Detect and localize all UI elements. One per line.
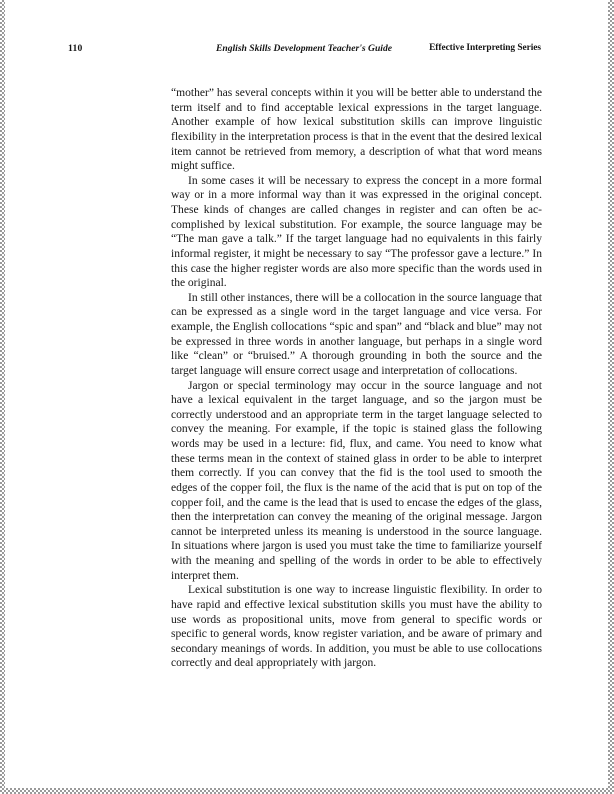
- body-paragraph: Lexical substitution is one way to increase linguistic flexibility. In order to have rapid and effective lexical substitution skills you must have the ability to use words as propositional units, move from general to specific words or specific to general words, know register variation, and be aware of primary and secondary meanings of words. In addition, you must be able to use collocations correctly and deal appropriately with jargon.: [171, 584, 542, 670]
- series-title: Effective Interpreting Series: [429, 43, 541, 53]
- body-paragraph: Jargon or special terminology may occur in the source language and not have a lexical equivalent in the target language, and so the jargon must be correctly understood and an appropriate term in the target language selected to convey the meaning. For example, if the topic is stained glass the following words may be used in a lecture: fid, flux, and came. You need to know what these terms mean in the context of stained glass in order to be able to interpret them correctly. If you can convey that the fid is the tool used to smooth the edges of the copper foil, the flux is the name of the acid that is put on top of the copper foil, and the came is the lead that is used to encase the edges of the glass, then the interpretation can convey the meaning of the original message. Jargon cannot be interpreted unless its meaning is understood in the source language. In situations where jargon is used you must take the time to familiarize yourself with the meaning and spelling of the words in order to be able to effectively interpret them.: [171, 379, 542, 582]
- running-header: [68, 43, 541, 57]
- body-paragraph: “mother” has several concepts within it you will be better able to understand the term itself and to find acceptable lexical expressions in the target language. Another example of how lexical substitution skills can improve linguistic flexibility in the interpretation process is that in the event that the desired lexical item cannot be retrieved from memory, a description of what that word means might suffice.: [171, 87, 542, 173]
- page-sheet: [5, 0, 608, 788]
- body-paragraph: In some cases it will be necessary to express the concept in a more formal way or in a more informal way than it was expressed in the original concept. These kinds of changes are called changes in register and can often be accomplished by lexical substitution. For example, the source language may be “The man gave a talk.” If the target language had no equivalents in this fairly informal register, it might be necessary to say “The professor gave a lecture.” In this case the higher register words are also more specific than the words used in the original.: [171, 174, 542, 290]
- body-paragraph: In still other instances, there will be a collocation in the source language that can be expressed as a single word in the target language and vice versa. For example, the English collocations “spic and span” and “black and blue” may not be expressed in three words in another language, but perhaps in a single word like “clean” or “bruised.” A thorough grounding in both the source and the target language will ensure correct usage and interpretation of collocations.: [171, 291, 542, 377]
- body-text-block: [171, 86, 542, 671]
- book-title: English Skills Development Teacher's Guide: [215, 43, 393, 54]
- page-number: 110: [68, 43, 83, 54]
